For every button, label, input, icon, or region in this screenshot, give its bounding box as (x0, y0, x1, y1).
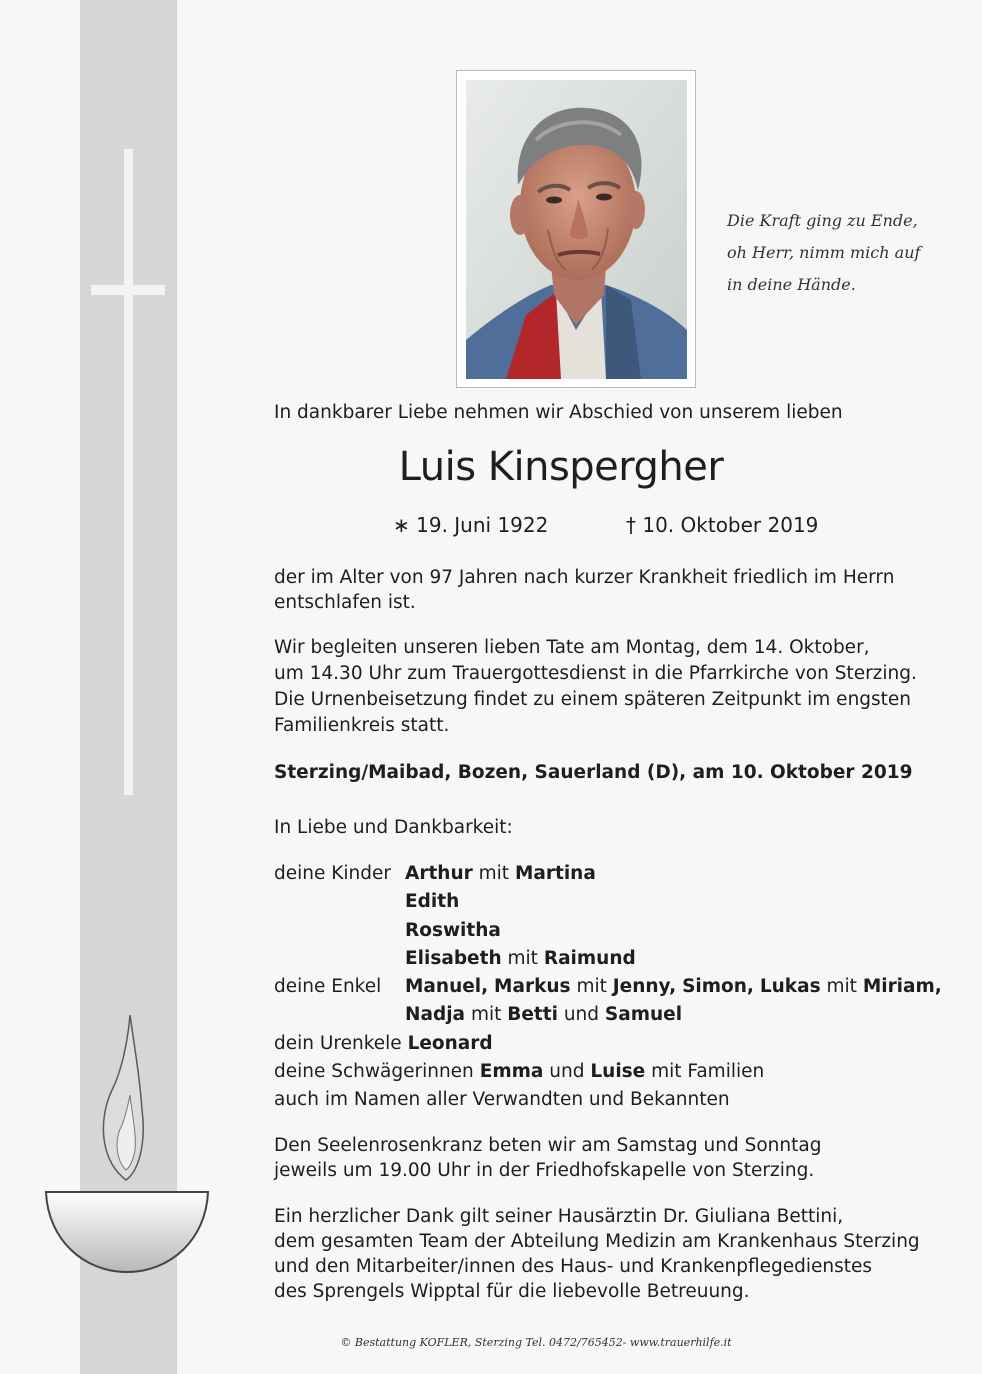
service-line: Wir begleiten unseren lieben Tate am Montag, dem 14. Oktober, (274, 637, 870, 658)
kinder-label: deine Kinder (274, 863, 391, 884)
connector: mit (826, 976, 857, 998)
intro-text: In dankbarer Liebe nehmen wir Abschied von unserem lieben (274, 402, 843, 423)
grandchild-name: Lukas (759, 976, 821, 998)
urenkel-label: dein Urenkele (274, 1032, 402, 1054)
place-date: Sterzing/Maibad, Bozen, Sauerland (D), am 10. Oktober 2019 (274, 762, 913, 783)
spouse-name: Raimund (543, 947, 636, 969)
spouse-name: Martina (514, 863, 596, 884)
service-line: um 14.30 Uhr zum Trauergottesdienst in die Pfarrkirche von Sterzing. (274, 663, 917, 684)
connector: und (549, 1061, 585, 1083)
quote-line: in deine Hände. (727, 275, 856, 294)
connector: mit (576, 976, 607, 998)
quote-line: Die Kraft ging zu Ende, (727, 211, 918, 230)
child-name: Roswitha (405, 919, 501, 941)
birth-date: ∗ 19. Juni 1922 (393, 513, 549, 537)
connector: mit (507, 947, 538, 969)
grandchild-name: Nadja (405, 1004, 466, 1026)
connector: mit Familien (651, 1061, 765, 1083)
thanks-line: und den Mitarbeiter/innen des Haus- und Krankenpflegedienstes (274, 1256, 873, 1277)
partner-name: Betti (507, 1004, 558, 1026)
connector: mit (470, 1004, 502, 1026)
thanks-line: Ein herzlicher Dank gilt seiner Hausärztin Dr. Giuliana Bettini, (274, 1206, 844, 1227)
portrait-photo (466, 80, 687, 379)
sister-in-law-name: Emma (479, 1061, 544, 1083)
service-line: Familienkreis statt. (274, 715, 450, 736)
thanks-line: dem gesamten Team der Abteilung Medizin am Krankenhaus Sterzing (274, 1231, 920, 1252)
schwaegerinnen-label: deine Schwägerinnen (274, 1061, 474, 1083)
child-name: Edith (405, 891, 460, 913)
child-name: Arthur (405, 863, 473, 884)
death-date: † 10. Oktober 2019 (626, 513, 819, 537)
rosary-line: Den Seelenrosenkranz beten wir am Samstag und Sonntag (274, 1135, 822, 1156)
grandchild-name: Samuel (604, 1004, 683, 1026)
grandchild-name: Manuel, (405, 976, 489, 998)
love-line: In Liebe und Dankbarkeit: (274, 817, 513, 838)
enkel-label: deine Enkel (274, 976, 382, 998)
rosary-line: jeweils um 19.00 Uhr in der Friedhofskapelle von Sterzing. (274, 1160, 815, 1181)
age-line: der im Alter von 97 Jahren nach kurzer Krankheit friedlich im Herrn (274, 567, 895, 588)
connector: mit (478, 863, 510, 884)
thanks-line: des Sprengels Wipptal für die liebevolle Betreuung. (274, 1281, 750, 1302)
age-line: entschlafen ist. (274, 592, 416, 613)
oil-lamp-icon (40, 1010, 215, 1280)
footer-credit: © Bestattung KOFLER, Sterzing Tel. 0472/765452- www.trauerhilfe.it (340, 1336, 732, 1349)
relatives-line: auch im Namen aller Verwandten und Bekannten (274, 1089, 730, 1111)
child-name: Elisabeth (405, 947, 502, 969)
partner-name: Miriam, (862, 976, 942, 998)
service-line: Die Urnenbeisetzung findet zu einem späteren Zeitpunkt im engsten (274, 689, 912, 710)
deceased-name: Luis Kinspergher (398, 444, 724, 490)
cross-icon-beam (91, 285, 165, 295)
connector: und (563, 1004, 600, 1026)
sister-in-law-name: Luise (590, 1061, 646, 1083)
grandchild-name: Markus (494, 976, 571, 998)
quote (727, 205, 967, 301)
portrait-frame (456, 70, 696, 388)
quote-line: oh Herr, nimm mich auf (727, 243, 921, 262)
great-grandchild-name: Leonard (407, 1032, 493, 1054)
grandchild-name: Simon, (682, 976, 754, 998)
partner-name: Jenny, (612, 976, 677, 998)
